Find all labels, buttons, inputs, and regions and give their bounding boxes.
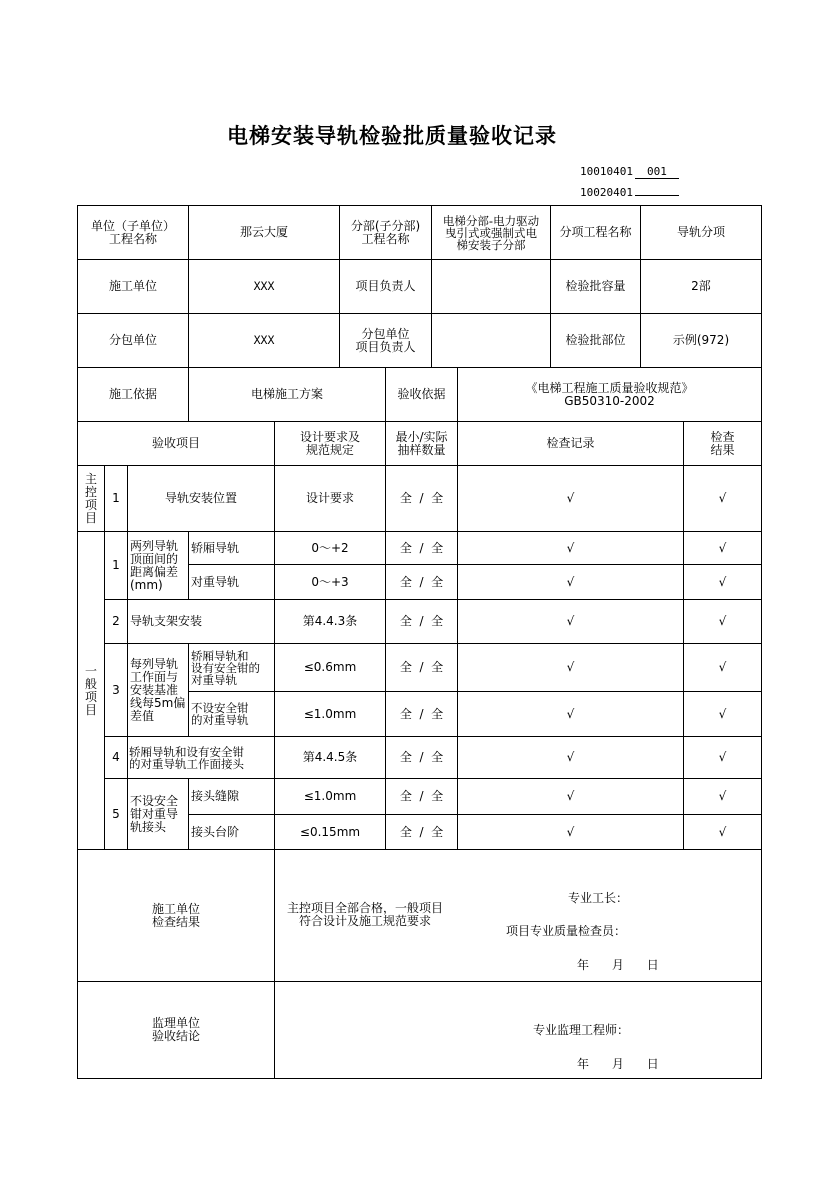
row-record: √ [566, 789, 575, 803]
location-label: 检验批部位 [565, 333, 626, 347]
col-result: 检查 结果 [710, 429, 735, 457]
location-value: 示例(972) [672, 333, 730, 347]
row-record: √ [566, 574, 575, 589]
row-no: 5 [112, 806, 120, 821]
acceptance-basis-label: 验收依据 [397, 387, 446, 401]
row-result: √ [718, 491, 727, 505]
unit-value: 那云大厦 [239, 225, 288, 239]
construction-check-label: 施工单位 检查结果 [151, 901, 200, 929]
row-sampling: 全 / 全 [399, 824, 444, 839]
row-sub: 接头台阶 [191, 824, 240, 839]
row-no: 2 [112, 614, 120, 628]
row-result: √ [718, 540, 727, 555]
row-sub: 对重导轨 [191, 574, 240, 589]
subcontractor-label: 分包单位 [108, 333, 157, 347]
col-requirement: 设计要求及 规范规定 [299, 429, 360, 457]
row-name: 轿厢导轨和设有安全钳 的对重导轨工作面接头 [129, 744, 244, 771]
row-sampling: 全 / 全 [399, 789, 444, 803]
row-requirement: ≤0.6mm [303, 660, 357, 674]
row-record: √ [566, 660, 575, 674]
row-sub: 不设安全钳 的对重导轨 [191, 701, 249, 727]
acceptance-basis-value: 《电梯工程施工质量验收规范》 GB50310-2002 [525, 380, 694, 408]
row-sampling: 全 / 全 [399, 540, 444, 555]
contractor-value: XXX [253, 279, 275, 293]
row-record: √ [566, 540, 575, 555]
row-no: 3 [112, 682, 120, 697]
construction-conclusion: 主控项目全部合格，一般项目 符合设计及施工规范要求 [286, 901, 443, 928]
row-record: √ [566, 750, 575, 764]
row-requirement: ≤1.0mm [303, 789, 357, 803]
row-requirement: 0～+2 [311, 540, 349, 555]
row-record: √ [566, 824, 575, 839]
construction-date: 年 月 日 [577, 957, 659, 972]
row-requirement: 设计要求 [305, 491, 354, 505]
row-name: 导轨安装位置 [164, 491, 237, 505]
row-result: √ [718, 660, 727, 674]
capacity-label: 检验批容量 [565, 279, 626, 293]
col-record: 检查记录 [546, 436, 595, 450]
pm-value [432, 260, 550, 313]
contractor-label: 施工单位 [108, 279, 157, 293]
row-sub: 轿厢导轨和 设有安全钳的 对重导轨 [191, 648, 260, 687]
row-record: √ [566, 706, 575, 721]
row-no: 1 [112, 558, 120, 572]
foreman-label: 专业工长： [568, 890, 629, 905]
inspector-label: 项目专业质量检查员： [506, 923, 627, 938]
row-requirement: ≤1.0mm [303, 706, 357, 721]
code-suffix: 001 [635, 165, 679, 179]
row-result: √ [718, 824, 727, 839]
code-number: 10020401 [580, 186, 633, 199]
supervision-engineer-label: 专业监理工程师： [533, 1022, 630, 1037]
sub-pm-label: 分包单位 项目负责人 [355, 326, 416, 354]
row-sampling: 全 / 全 [399, 614, 444, 628]
sub-pm-value [432, 314, 550, 367]
row-no: 4 [112, 750, 120, 764]
row-name: 不设安全 钳对重导 轨接头 [130, 793, 179, 834]
col-item: 验收项目 [151, 436, 200, 450]
row-sub: 接头缝隙 [191, 789, 240, 803]
row-sampling: 全 / 全 [399, 750, 444, 764]
unit-label: 单位（子单位） 工程名称 [90, 218, 175, 246]
row-result: √ [718, 750, 727, 764]
division-label: 分部(子分部) 工程名称 [350, 218, 421, 246]
row-sampling: 全 / 全 [399, 574, 444, 589]
pm-label: 项目负责人 [355, 279, 416, 293]
row-result: √ [718, 614, 727, 628]
basis-label: 施工依据 [108, 387, 157, 401]
row-sampling: 全 / 全 [399, 660, 444, 674]
row-sub: 轿厢导轨 [191, 540, 240, 555]
code-number: 10010401 [580, 165, 633, 178]
main-control-group: 主 控 项 目 [84, 471, 97, 525]
row-result: √ [718, 706, 727, 721]
row-requirement: 第4.4.5条 [302, 750, 358, 764]
row-requirement: 第4.4.3条 [302, 614, 358, 628]
row-name: 每列导轨 工作面与 安装基准 线每5m偏 差值 [130, 656, 186, 723]
col-sampling: 最小/实际 抽样数量 [395, 429, 448, 457]
row-sampling: 全 / 全 [399, 706, 444, 721]
row-name: 导轨支架安装 [130, 614, 203, 628]
row-result: √ [718, 574, 727, 589]
row-no: 1 [112, 491, 120, 505]
supervision-date: 年 月 日 [577, 1056, 659, 1071]
row-requirement: ≤0.15mm [299, 824, 361, 839]
subitem-value: 导轨分项 [676, 225, 725, 239]
row-sampling: 全 / 全 [399, 491, 444, 505]
general-group: 一 般 项 目 [84, 663, 97, 717]
subitem-label: 分项工程名称 [559, 225, 632, 239]
supervision-label: 监理单位 验收结论 [151, 1016, 200, 1043]
row-name: 两列导轨 顶面间的 距离偏差 (mm) [130, 538, 179, 592]
capacity-value: 2部 [691, 279, 711, 293]
page-title: 电梯安装导轨检验批质量验收记录 [227, 124, 557, 148]
row-record: √ [566, 614, 575, 628]
basis-value: 电梯施工方案 [250, 387, 323, 401]
division-value: 电梯分部-电力驱动 曳引式或强制式电 梯安装子分部 [442, 213, 540, 252]
row-result: √ [718, 789, 727, 803]
row-record: √ [566, 491, 575, 505]
row-requirement: 0～+3 [311, 574, 349, 589]
subcontractor-value: XXX [253, 333, 275, 347]
